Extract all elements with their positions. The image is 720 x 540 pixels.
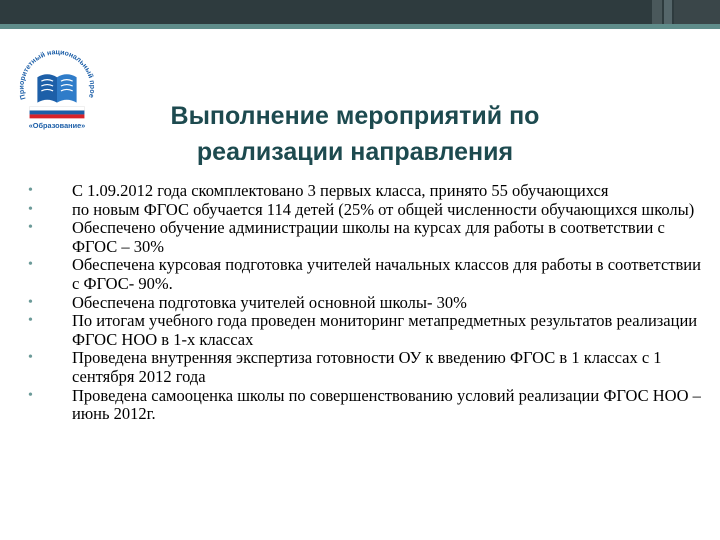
bullet-icon: • bbox=[28, 201, 33, 217]
logo-arc-text: Приоритетный национальный прое bbox=[18, 49, 96, 101]
list-item bbox=[22, 182, 702, 201]
list-item-text: Проведена внутренняя экспертиза готовности ОУ к введению ФГОС в 1 классах с 1 сентября 2012 года bbox=[72, 348, 662, 386]
slide-title-line: реализации направления bbox=[196, 138, 514, 166]
list-item bbox=[22, 387, 702, 424]
header-bar bbox=[0, 0, 720, 24]
book-logo-icon bbox=[8, 38, 106, 136]
bullet-icon: • bbox=[28, 257, 33, 273]
bullet-icon: • bbox=[28, 313, 33, 329]
list-item-text: по новым ФГОС обучается 114 детей (25% от общей численности обучающихся школы) bbox=[72, 199, 695, 219]
list-item bbox=[22, 256, 702, 293]
list-item-text: Обеспечена подготовка учителей основной школы- 30% bbox=[72, 292, 467, 312]
header-bar-block bbox=[664, 0, 672, 24]
list-item-text: По итогам учебного года проведен мониторинг метапредметных результатов реализации ФГОС НОО в 1-х классах bbox=[72, 311, 698, 349]
bullet-icon: • bbox=[28, 220, 33, 236]
list-item bbox=[22, 201, 702, 220]
header-bar-block bbox=[652, 0, 662, 24]
list-item bbox=[22, 219, 702, 256]
slide-title bbox=[110, 98, 600, 170]
list-item-text: Проведена самооценка школы по совершенствованию условий реализации ФГОС НОО – июнь 2012г. bbox=[72, 385, 701, 424]
list-item bbox=[22, 294, 702, 313]
bullet-icon: • bbox=[28, 350, 33, 366]
list-item bbox=[22, 349, 702, 386]
header-accent-line bbox=[0, 24, 720, 29]
bullet-icon: • bbox=[28, 183, 33, 198]
list-item-text: С 1.09.2012 года скомплектовано 3 первых класса, принято 55 обучающихся bbox=[72, 181, 609, 200]
bullet-icon: • bbox=[28, 387, 33, 403]
list-item-text: Обеспечено обучение администрации школы на курсах для работы в соответствии с ФГОС – 30% bbox=[72, 218, 665, 256]
logo-ribbon-text: «Образование» bbox=[28, 121, 86, 131]
list-item bbox=[22, 312, 702, 349]
header-bar-block bbox=[674, 0, 720, 24]
list-item-text: Обеспечена курсовая подготовка учителей начальных классов для работы в соответствии с ФГОС- 90%. bbox=[72, 255, 701, 293]
bullet-list bbox=[22, 182, 702, 424]
bullet-icon: • bbox=[28, 294, 33, 310]
slide-title-line: Выполнение мероприятий по bbox=[170, 102, 540, 130]
